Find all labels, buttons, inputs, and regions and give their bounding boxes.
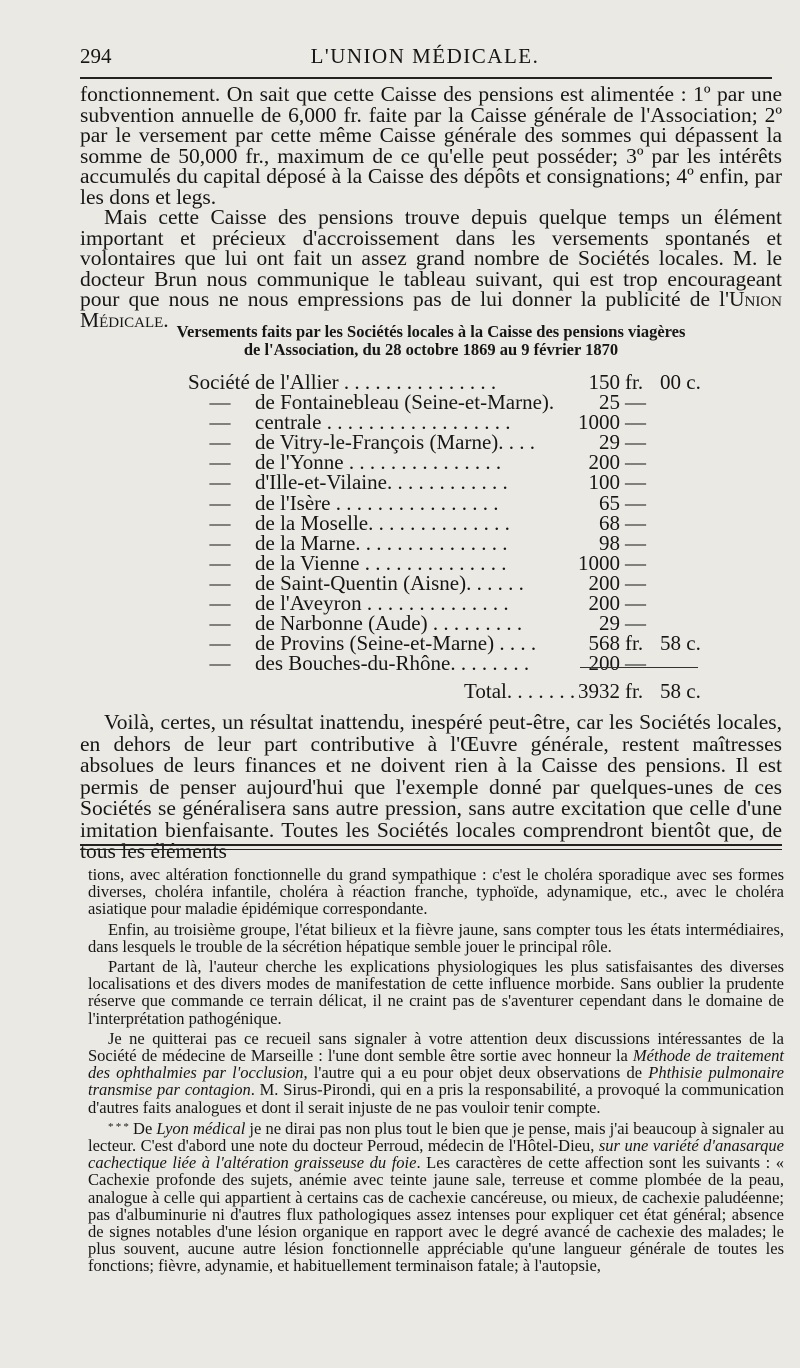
table-row <box>188 510 728 535</box>
currency-unit: — <box>625 430 646 455</box>
currency-unit: fr. <box>625 370 644 394</box>
society-name: de l'Allier . . . . . . . . . . . . . . . <box>255 370 497 394</box>
society-name: de Fontainebleau (Seine-et-Marne). <box>255 390 555 415</box>
currency-unit: — <box>625 450 646 475</box>
page-number: 294 <box>80 44 112 68</box>
paragraph: Enfin, au troisième groupe, l'état bilieux et la fièvre jaune, sans compter tous les états intermédiaires, dans lesquels le trouble de la sécrétion hépatique semble jouer le principal rôle. <box>88 919 784 956</box>
total-amount: 3932 <box>578 679 620 703</box>
ditto-dash: — <box>209 430 231 455</box>
ditto-dash: — <box>209 490 231 515</box>
italic-title: Lyon médical <box>156 1118 246 1138</box>
currency-unit: — <box>625 470 646 495</box>
currency-unit: — <box>625 410 646 435</box>
currency-unit: — <box>625 651 646 676</box>
cents: 00 c. <box>660 370 701 394</box>
table-title <box>80 323 782 359</box>
text-span: . <box>163 307 169 332</box>
amount: 200 <box>588 651 620 676</box>
society-name: d'Ille-et-Vilaine. . . . . . . . . . . . <box>255 470 508 495</box>
table-row <box>188 631 728 656</box>
amount: 29 <box>599 430 620 455</box>
table-row <box>188 591 728 616</box>
amount: 200 <box>588 450 620 475</box>
ditto-dash: — <box>209 631 231 656</box>
italic-title: sur une variété d'anasarque cachectique liée à l'altération graisseuse du foie <box>88 1136 784 1173</box>
table-row <box>188 430 728 455</box>
society-name: de Saint-Quentin (Aisne). . . . . . <box>255 570 524 595</box>
table-row <box>188 470 728 495</box>
currency-unit: — <box>625 550 646 575</box>
amount: 29 <box>599 611 620 636</box>
lower-article <box>88 866 784 1278</box>
currency-unit: — <box>625 510 646 535</box>
table-row <box>188 450 728 475</box>
text-span: . M. Sirus-Pirondi, qui en a pris la responsabilité, a provoqué la communication d'autres faits analogues et dont il serait injuste de ne pas vouloir tenir compte. <box>88 1080 785 1117</box>
table-row <box>188 410 728 435</box>
upper-article-continued <box>80 712 782 863</box>
currency-unit: — <box>625 390 646 415</box>
table-row <box>188 611 728 636</box>
amount: 150 <box>588 370 620 394</box>
total-unit: fr. <box>625 679 644 703</box>
asterism: * * * <box>108 1120 129 1133</box>
table-row <box>188 550 728 575</box>
italic-title: Méthode de traitement des ophthalmies par l'occlusion <box>88 1046 784 1083</box>
text-span: De <box>128 1118 157 1138</box>
paragraph <box>88 1119 784 1275</box>
text-span: , l'autre qui a eu pour objet deux observations de <box>303 1063 649 1083</box>
header-rule <box>80 77 772 79</box>
upper-article <box>80 84 782 330</box>
page-header <box>80 44 770 72</box>
currency-unit: — <box>625 591 646 616</box>
ditto-dash: — <box>209 390 231 415</box>
amount: 25 <box>599 390 620 415</box>
amount: 568 <box>588 631 620 656</box>
total-label: Total. . . . . . . <box>464 679 576 703</box>
ditto-dash: — <box>209 591 231 616</box>
text-span: Mais cette Caisse des pensions trouve depuis quelque temps un élément important et précieux d'accroissement dans les versements spontanés et volontaires que lui ont fait un assez grand nombre de Sociétés locales. M. le docteur Brun nous communique le tableau suivant, qui est trop encourageant pour que nous ne nous empressions pas de lui donner la publicité de l' <box>80 205 782 311</box>
text-span: je ne dirai pas non plus tout le bien que je pense, mais j'ai beaucoup à signaler au lecteur. C'est d'abord une note du docteur Perroud, médecin de l'Hôtel-Dieu, <box>88 1118 784 1156</box>
amount: 200 <box>588 570 620 595</box>
ditto-dash: — <box>209 470 231 495</box>
table-row <box>188 651 728 676</box>
cents: 58 c. <box>660 631 701 656</box>
amount: 68 <box>599 510 620 535</box>
amount: 1000 <box>578 410 620 435</box>
paragraph: Partant de là, l'auteur cherche les explications physiologiques les plus satisfaisantes des diverses localisations et des divers modes de manifestation de cette influence morbide. Sans oublier la prudente réserve que commande ce terrain délicat, il ne craint pas de s'aventurer cependant dans le domaine de l'interprétation pathogénique. <box>88 957 784 1028</box>
table-row <box>188 570 728 595</box>
amount: 98 <box>599 530 620 555</box>
society-name: de Narbonne (Aude) . . . . . . . . . <box>255 611 523 636</box>
text-span: Je ne quitterai pas ce recueil sans signaler à votre attention deux discussions intéressantes de la Société de médecine de Marseille : l'une dont semble être sortie avec honneur la <box>88 1028 784 1066</box>
society-name: de la Marne. . . . . . . . . . . . . . . <box>255 530 508 555</box>
ditto-dash: — <box>209 611 231 636</box>
society-name: de l'Aveyron . . . . . . . . . . . . . . <box>255 591 509 616</box>
table-title-line: de l'Association, du 28 octobre 1869 au 9 février 1870 <box>243 340 619 359</box>
currency-unit: — <box>625 570 646 595</box>
italic-title: Phthisie pulmonaire transmise par contagion <box>88 1063 784 1100</box>
society-name: de l'Yonne . . . . . . . . . . . . . . . <box>255 450 502 475</box>
society-name: de Provins (Seine-et-Marne) . . . . <box>255 631 537 656</box>
ditto-dash: — <box>209 450 231 475</box>
paragraph: tions, avec altération fonctionnelle du grand sympathique : c'est le choléra sporadique avec ses formes diverses, choléra infantile, choléra à réaction franche, typhoïde, adynamique, etc., avec le choléra asiatique pour maladie épidémique correspondante. <box>88 865 784 919</box>
row-lead: Société <box>188 370 250 394</box>
currency-unit: fr. <box>625 631 644 656</box>
total-row <box>188 679 728 701</box>
table-row <box>188 530 728 555</box>
ditto-dash: — <box>209 530 231 555</box>
total-cents: 58 c. <box>660 679 701 703</box>
currency-unit: — <box>625 611 646 636</box>
table-row <box>188 390 728 415</box>
society-name: des Bouches-du-Rhône. . . . . . . . <box>255 651 530 676</box>
society-name: de Vitry-le-François (Marne). . . . <box>255 430 536 455</box>
society-name: de la Moselle. . . . . . . . . . . . . . <box>255 510 510 535</box>
table-title-line: Versements faits par les Sociétés locales à la Caisse des pensions viagères <box>176 322 686 341</box>
society-name: de la Vienne . . . . . . . . . . . . . . <box>255 550 507 575</box>
text-span: . Les caractères de cette affection sont les suivants : « Cachexie profonde des sujets, anémie avec teinte jaune sale, terreuse et comme plombée de la peau, analogue à celle qui appartient à certains cas de cachexie cancéreuse, ou mieux, de cachexie paludéenne; pas d'albuminurie ni d'autres flux pathologiques assez intenses pour expliquer cet état général; absence de signes notables d'une lésion organique en rapport avec le degré avancé de cachexie des malades; le plus souvent, aucune autre lésion fonctionnelle appréciable qu'une langueur générale de toutes les fonctions; fièvre, adynamie, et habituellement terminaison fatale; à l'autopsie, <box>88 1153 784 1276</box>
total-rule <box>580 667 698 668</box>
row-lead <box>188 651 254 676</box>
amount: 100 <box>588 470 620 495</box>
journal-title: L'UNION MÉDICALE. <box>310 44 540 68</box>
ditto-dash: — <box>209 550 231 575</box>
ditto-dash: — <box>209 510 231 535</box>
journal-name: Union Médicale <box>80 287 782 332</box>
section-rule <box>80 849 782 850</box>
ditto-dash: — <box>209 651 231 676</box>
society-name: centrale . . . . . . . . . . . . . . . . . . <box>255 410 511 435</box>
amount: 200 <box>588 591 620 616</box>
society-name: de l'Isère . . . . . . . . . . . . . . . . <box>255 490 499 515</box>
amount: 1000 <box>578 550 620 575</box>
currency-unit: — <box>625 530 646 555</box>
ditto-dash: — <box>209 570 231 595</box>
paragraph: fonctionnement. On sait que cette Caisse des pensions est alimentée : 1º par une subvention annuelle de 6,000 fr. faite par la Caisse générale de l'Association; 2º par le versement par cette même Caisse générale des sommes qui dépassent la somme de 50,000 fr., maximum de ce qu'elle peut posséder; 3º par les intérêts accumulés du capital déposé à la Caisse des dépôts et consignations; 4º enfin, par les dons et legs. <box>80 82 782 209</box>
payments-table <box>188 370 728 676</box>
paragraph <box>88 1030 784 1116</box>
table-row <box>188 370 728 394</box>
currency-unit: — <box>625 490 646 515</box>
ditto-dash: — <box>209 410 231 435</box>
paragraph <box>80 207 782 330</box>
section-rule <box>80 844 782 846</box>
table-row <box>188 490 728 515</box>
paragraph: Voilà, certes, un résultat inattendu, inespéré peut-être, car les Sociétés locales, en dehors de leur part contributive à l'Œuvre générale, restent maîtresses absolues de leurs finances et ne doivent rien à la Caisse des pensions. Il est permis de penser aujourd'hui que l'exemple donné par quelques-unes de ces Sociétés se généralisera sans autre pression, sans autre excitation que celle d'une imitation bienfaisante. Toutes les Sociétés locales comprendront bientôt que, de tous les éléments <box>80 710 782 863</box>
amount: 65 <box>599 490 620 515</box>
